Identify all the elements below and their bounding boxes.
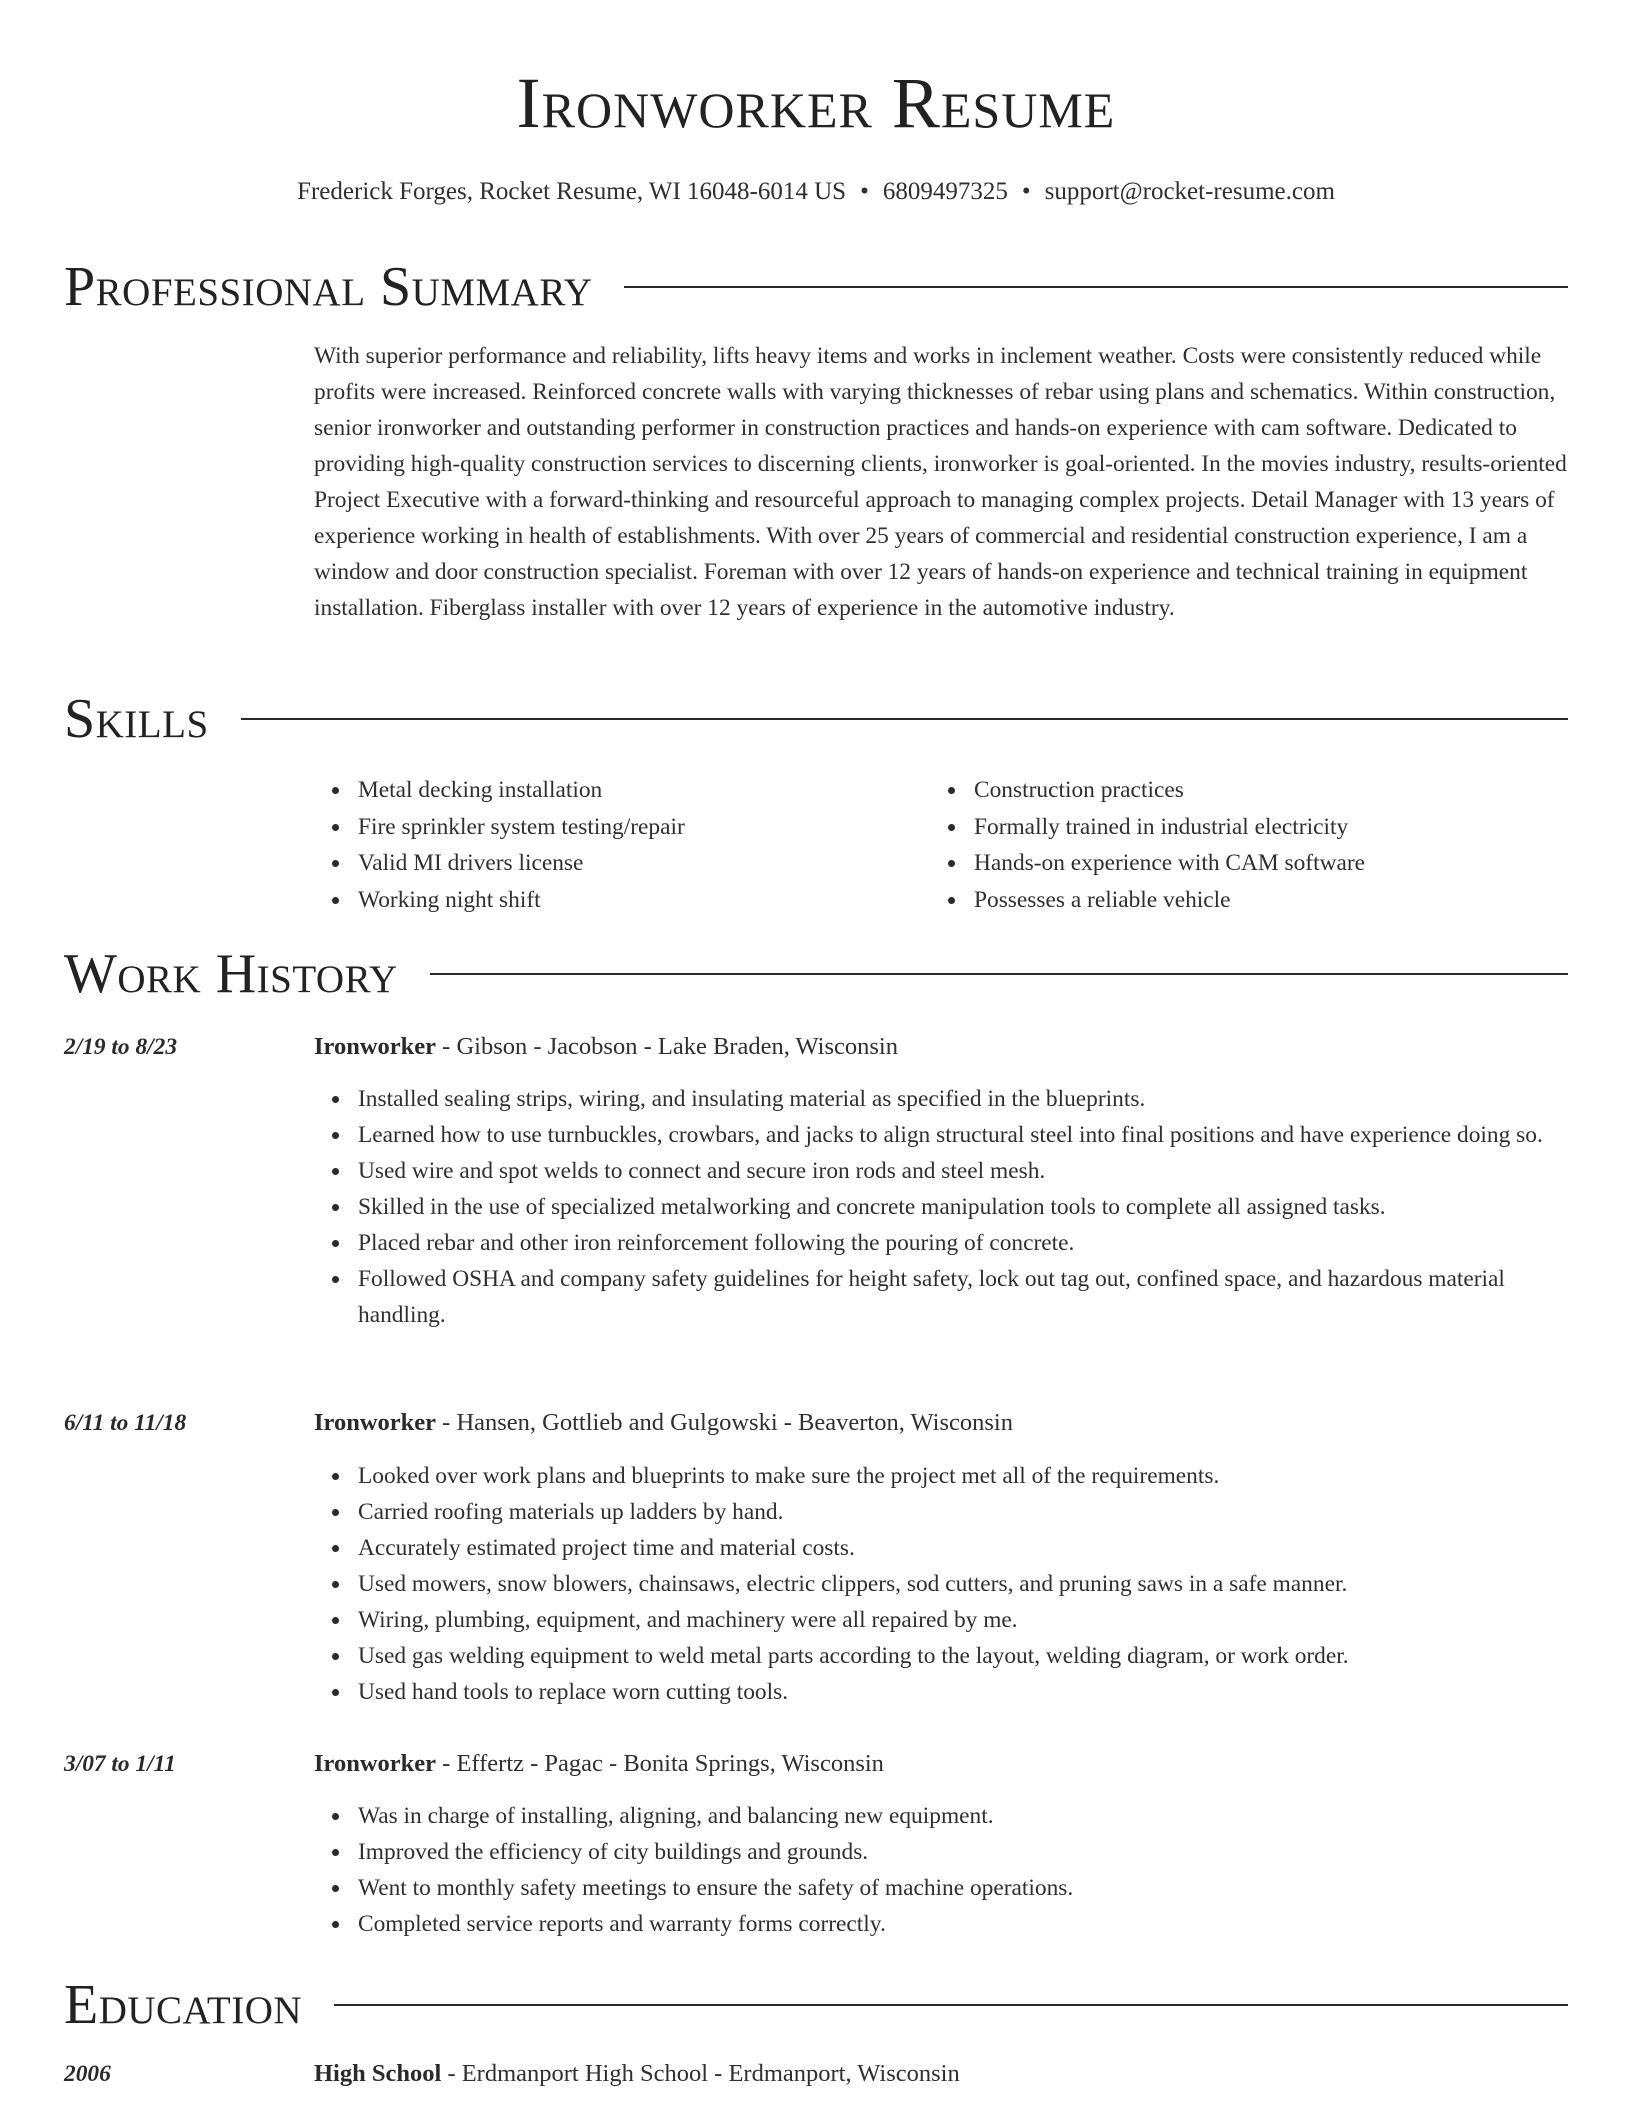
bullet-icon bbox=[948, 860, 955, 867]
skill-item bbox=[358, 772, 918, 809]
skill-text: Working night shift bbox=[358, 886, 541, 913]
skill-item bbox=[974, 809, 1534, 846]
bullet-icon bbox=[332, 1849, 339, 1856]
job-bullet-text: Used gas welding equipment to weld metal parts according to the layout, welding diagram, or work order. bbox=[358, 1643, 1349, 1669]
bullet-icon bbox=[332, 1132, 339, 1139]
job-bullet bbox=[358, 1798, 1568, 1834]
job-bullet bbox=[358, 1602, 1568, 1638]
job-bullet bbox=[358, 1261, 1568, 1333]
bullet-icon bbox=[332, 860, 339, 867]
job-details: - Effertz - Pagac - Bonita Springs, Wisconsin bbox=[436, 1750, 884, 1777]
bullet-icon bbox=[948, 824, 955, 831]
summary-heading-text: Professional Summary bbox=[64, 256, 593, 318]
bullet-icon bbox=[332, 1581, 339, 1588]
skill-text: Formally trained in industrial electricity bbox=[974, 813, 1349, 840]
skill-item bbox=[974, 882, 1534, 919]
education-heading-text: Education bbox=[64, 1974, 303, 2036]
education-year: 2006 bbox=[64, 2061, 111, 2087]
bullet-icon bbox=[332, 1653, 339, 1660]
bullet-icon bbox=[332, 787, 339, 794]
education-details: - Erdmanport High School - Erdmanport, Wisconsin bbox=[441, 2060, 960, 2087]
bullet-icon bbox=[332, 1545, 339, 1552]
job-bullet bbox=[358, 1225, 1568, 1261]
bullet-icon bbox=[332, 1885, 339, 1892]
job-details: - Gibson - Jacobson - Lake Braden, Wisconsin bbox=[436, 1033, 898, 1060]
job-bullet-text: Used hand tools to replace worn cutting tools. bbox=[358, 1679, 789, 1705]
bullet-icon bbox=[332, 1473, 339, 1480]
bullet-icon bbox=[332, 1813, 339, 1820]
job-bullet-list bbox=[358, 1798, 1568, 1942]
skill-text: Possesses a reliable vehicle bbox=[974, 886, 1231, 913]
section-divider bbox=[241, 718, 1568, 720]
skill-text: Fire sprinkler system testing/repair bbox=[358, 813, 685, 840]
job-bullet bbox=[358, 1494, 1568, 1530]
bullet-icon bbox=[332, 1617, 339, 1624]
contact-line bbox=[0, 175, 1632, 209]
bullet-icon bbox=[332, 1276, 339, 1283]
job-bullet bbox=[358, 1081, 1568, 1117]
job-bullet bbox=[358, 1674, 1568, 1710]
work-history-heading-text: Work History bbox=[64, 943, 398, 1005]
skill-text: Hands-on experience with CAM software bbox=[974, 850, 1366, 877]
job-bullet-text: Improved the efficiency of city buildings and grounds. bbox=[358, 1839, 869, 1865]
summary-heading bbox=[64, 252, 1568, 322]
contact-phone: 6809497325 bbox=[882, 178, 1008, 205]
bullet-separator: • bbox=[1021, 178, 1031, 205]
job-bullet bbox=[358, 1638, 1568, 1674]
job-bullet-text: Followed OSHA and company safety guidelines for height safety, lock out tag out, confined space, and hazardous material handling. bbox=[358, 1266, 1505, 1328]
job-bullet bbox=[358, 1117, 1568, 1153]
bullet-icon bbox=[332, 1168, 339, 1175]
job-bullet bbox=[358, 1189, 1568, 1225]
job-bullet-list bbox=[358, 1081, 1568, 1333]
section-divider bbox=[430, 973, 1568, 975]
skill-item bbox=[974, 772, 1534, 809]
bullet-icon bbox=[948, 897, 955, 904]
skill-item bbox=[358, 845, 918, 882]
job-bullet-text: Installed sealing strips, wiring, and insulating material as specified in the blueprints. bbox=[358, 1086, 1146, 1112]
job-dates: 2/19 to 8/23 bbox=[64, 1034, 178, 1060]
job-dates: 6/11 to 11/18 bbox=[64, 1410, 187, 1436]
job-bullet-text: Wiring, plumbing, equipment, and machinery were all repaired by me. bbox=[358, 1607, 1018, 1633]
skills-list-left bbox=[358, 772, 918, 918]
skill-text: Valid MI drivers license bbox=[358, 850, 584, 877]
job-bullet bbox=[358, 1566, 1568, 1602]
summary-text: With superior performance and reliability, lifts heavy items and works in inclement weather. Costs were consistently reduced while profits were increased. Reinforced concrete walls with varying thicknesses of rebar using plans and schematics. Within construction, senior ironworker and outstanding performer in construction practices and hands-on experience with cam software. Dedicated to providing high-quality construction services to discerning clients, ironworker is goal-oriented. In the movies industry, results-oriented Project Executive with a forward-thinking and resourceful approach to managing complex projects. Detail Manager with 13 years of experience working in health of establishments. With over 25 years of commercial and residential construction experience, I am a window and door construction specialist. Foreman with over 12 years of hands-on experience and technical training in equipment installation. Fiberglass installer with over 12 years of experience in the automotive industry. bbox=[314, 343, 1567, 621]
job-bullet-list bbox=[358, 1458, 1568, 1710]
skills-list-right bbox=[974, 772, 1534, 918]
job-header bbox=[314, 1747, 1568, 1781]
job-title: Ironworker bbox=[314, 1033, 437, 1060]
job-bullet-text: Went to monthly safety meetings to ensure the safety of machine operations. bbox=[358, 1875, 1074, 1901]
skills-heading bbox=[64, 684, 1568, 754]
skill-item bbox=[974, 845, 1534, 882]
bullet-icon bbox=[948, 787, 955, 794]
contact-address: Frederick Forges, Rocket Resume, WI 16048-6014 US bbox=[297, 178, 847, 205]
job-bullet-text: Used wire and spot welds to connect and secure iron rods and steel mesh. bbox=[358, 1158, 1046, 1184]
job-details: - Hansen, Gottlieb and Gulgowski - Beaverton, Wisconsin bbox=[436, 1409, 1013, 1436]
job-bullet-text: Learned how to use turnbuckles, crowbars, and jacks to align structural steel into final positions and have experience doing so. bbox=[358, 1122, 1543, 1148]
bullet-icon bbox=[332, 1204, 339, 1211]
skill-text: Metal decking installation bbox=[358, 777, 603, 803]
job-bullet-text: Used mowers, snow blowers, chainsaws, electric clippers, sod cutters, and pruning saws in a safe manner. bbox=[358, 1571, 1348, 1597]
job-title: Ironworker bbox=[314, 1750, 437, 1777]
work-history-heading bbox=[64, 939, 1568, 1009]
job-header bbox=[314, 1030, 1568, 1064]
job-bullet-text: Placed rebar and other iron reinforcement following the pouring of concrete. bbox=[358, 1230, 1075, 1256]
job-bullet-text: Skilled in the use of specialized metalworking and concrete manipulation tools to complete all assigned tasks. bbox=[358, 1194, 1386, 1220]
bullet-icon bbox=[332, 1509, 339, 1516]
bullet-separator: • bbox=[860, 178, 869, 205]
job-bullet-text: Was in charge of installing, aligning, and balancing new equipment. bbox=[358, 1803, 994, 1829]
skills-heading-text: Skills bbox=[64, 688, 209, 750]
job-bullet-text: Completed service reports and warranty forms correctly. bbox=[358, 1911, 886, 1937]
skill-item bbox=[358, 809, 918, 846]
job-header bbox=[314, 1406, 1568, 1440]
job-dates: 3/07 to 1/11 bbox=[64, 1751, 176, 1777]
job-bullet-text: Carried roofing materials up ladders by hand. bbox=[358, 1499, 784, 1525]
job-bullet bbox=[358, 1906, 1568, 1942]
bullet-icon bbox=[332, 897, 339, 904]
bullet-icon bbox=[332, 1240, 339, 1247]
education-heading bbox=[64, 1970, 1568, 2040]
job-bullet bbox=[358, 1834, 1568, 1870]
job-bullet-text: Accurately estimated project time and material costs. bbox=[358, 1535, 855, 1561]
section-divider bbox=[624, 286, 1568, 288]
education-entry bbox=[314, 2057, 1568, 2091]
resume-title: Ironworker Resume bbox=[516, 63, 1116, 143]
job-bullet bbox=[358, 1153, 1568, 1189]
bullet-icon bbox=[332, 1689, 339, 1696]
job-bullet bbox=[358, 1870, 1568, 1906]
skill-item bbox=[358, 882, 918, 919]
section-divider bbox=[334, 2004, 1568, 2006]
job-bullet bbox=[358, 1458, 1568, 1494]
skill-text: Construction practices bbox=[974, 777, 1184, 803]
education-degree: High School bbox=[314, 2060, 442, 2087]
bullet-icon bbox=[332, 1921, 339, 1928]
bullet-icon bbox=[332, 824, 339, 831]
job-bullet-text: Looked over work plans and blueprints to make sure the project met all of the requirements. bbox=[358, 1463, 1220, 1489]
job-bullet bbox=[358, 1530, 1568, 1566]
job-title: Ironworker bbox=[314, 1409, 437, 1436]
contact-email: support@rocket-resume.com bbox=[1044, 178, 1335, 205]
bullet-icon bbox=[332, 1096, 339, 1103]
